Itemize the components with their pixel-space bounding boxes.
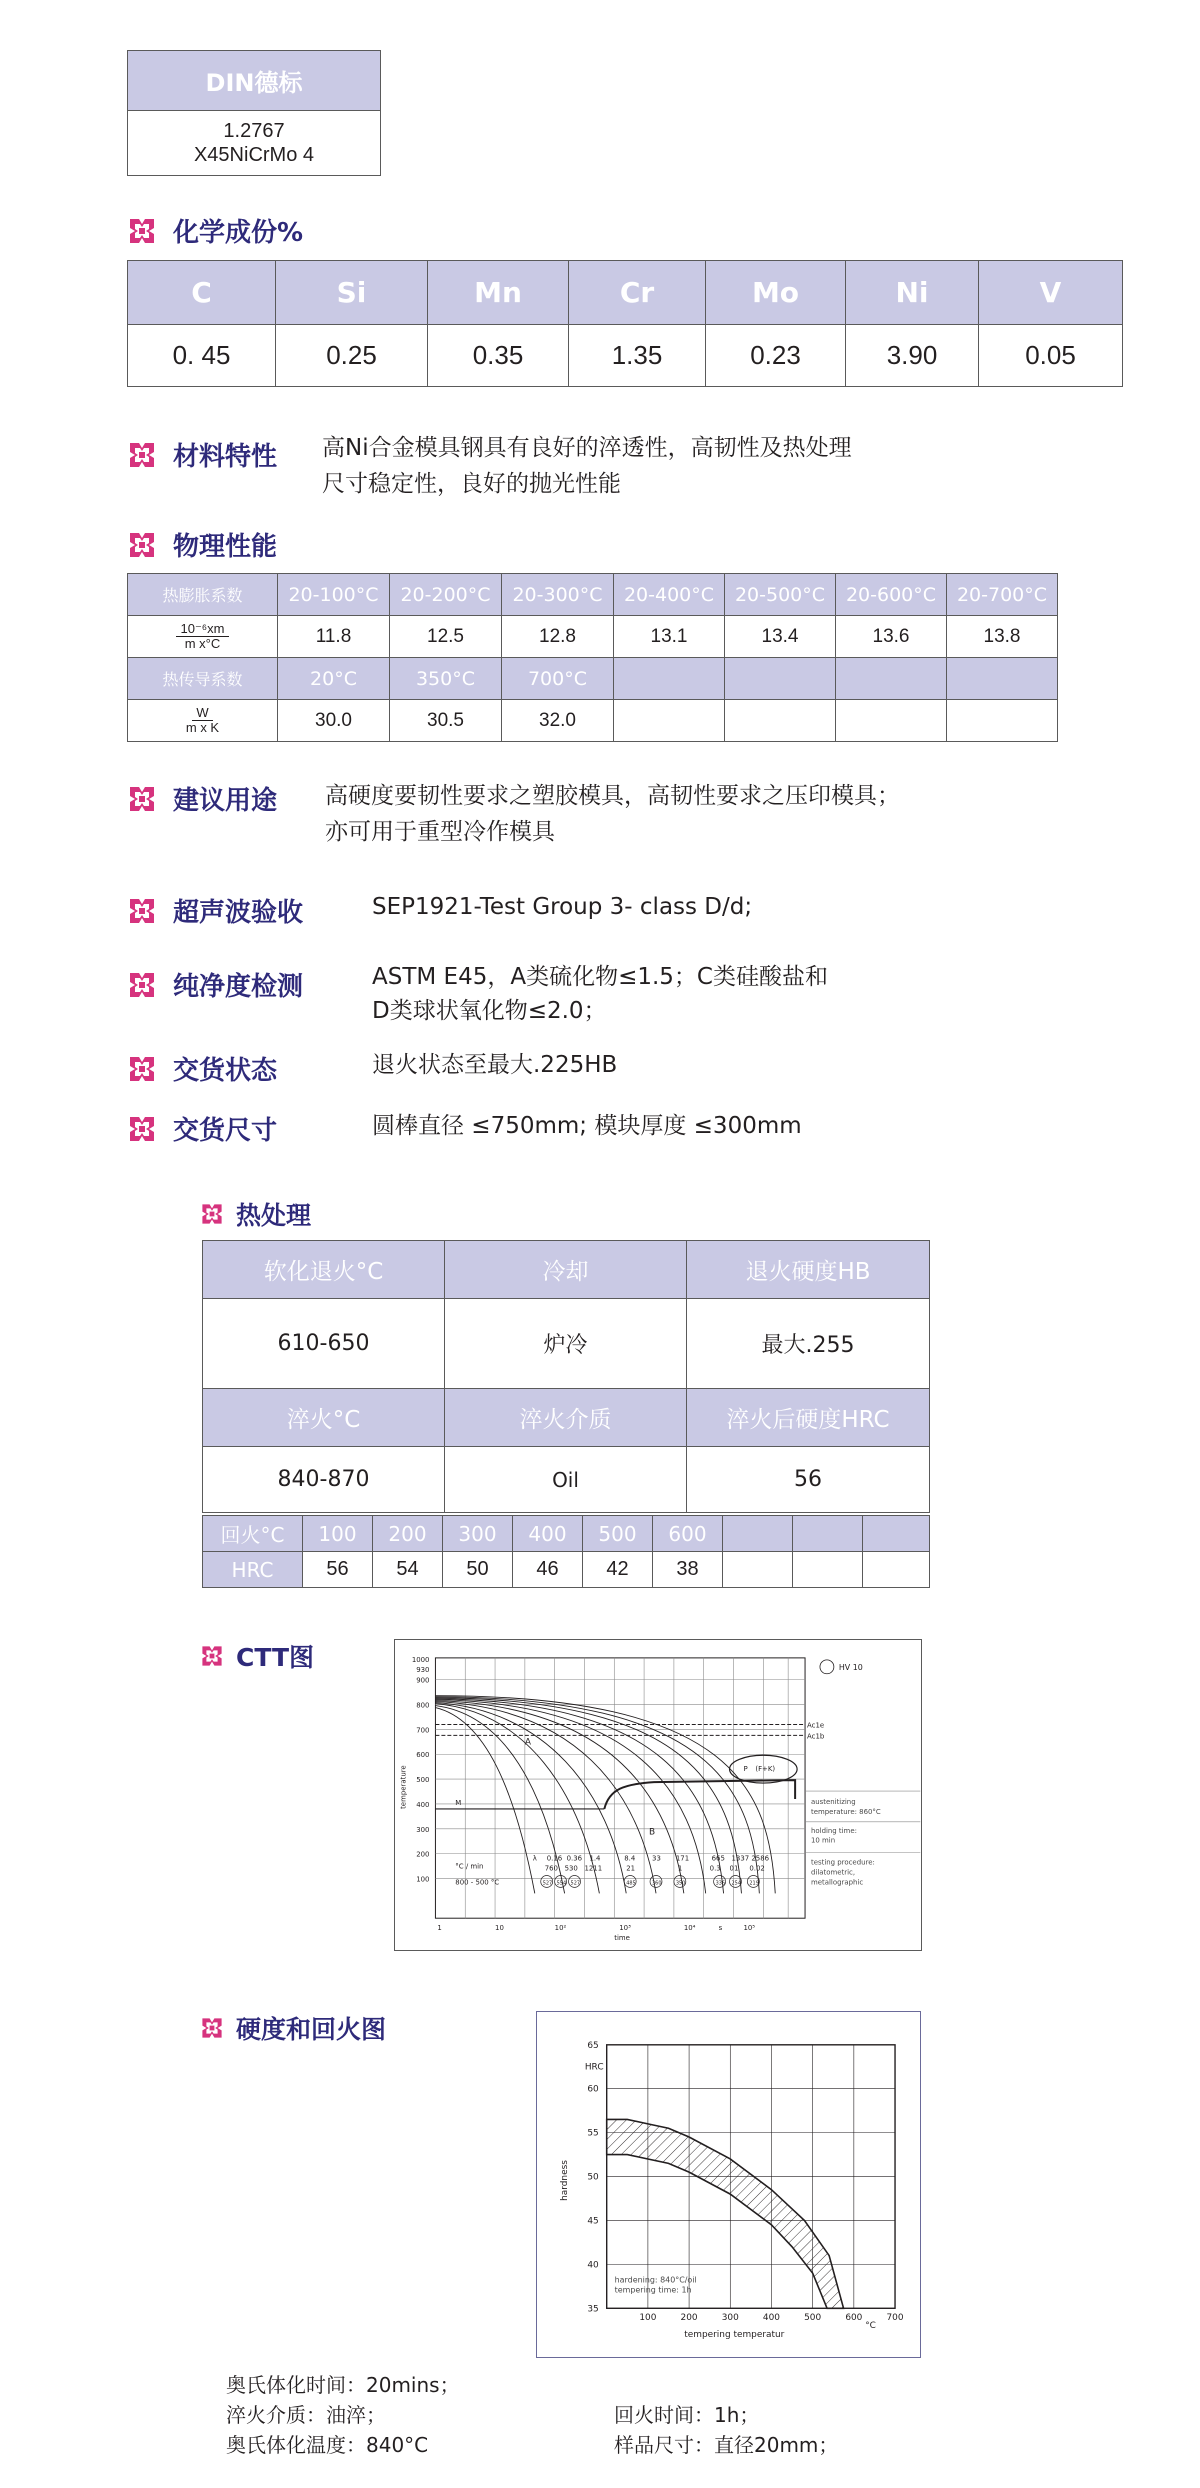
- element-value: 3.90: [846, 325, 979, 387]
- y-tick: 35: [587, 2304, 599, 2315]
- rate-label: 530: [564, 1864, 578, 1873]
- x-tick: 10: [495, 1924, 504, 1933]
- conductivity-label: 热传导系数: [128, 658, 278, 700]
- x-tick: 10⁵: [743, 1924, 756, 1933]
- heat-value: Oil: [445, 1447, 687, 1513]
- y-tick: 400: [416, 1800, 430, 1809]
- legend-marker: [820, 1660, 834, 1674]
- heat-header: 淬火后硬度HRC: [687, 1389, 930, 1447]
- y-tick: 55: [587, 2128, 599, 2139]
- x-marker-icon: [127, 896, 157, 926]
- temper-hrc: 38: [653, 1552, 723, 1588]
- note-line: hardening: 840°C/oil: [614, 2275, 697, 2285]
- heat-value: 610-650: [203, 1299, 445, 1389]
- hv-value: 527: [542, 1880, 553, 1887]
- properties-text: [322, 430, 852, 502]
- x-marker-icon: [127, 1114, 157, 1144]
- footer-line: 回火时间：1h；: [614, 2403, 760, 2427]
- y-tick: 45: [587, 2216, 599, 2227]
- empty-cell: [793, 1552, 863, 1588]
- x-tick: 100: [639, 2313, 657, 2324]
- table-row: [203, 1241, 930, 1299]
- x-tick: 10²: [554, 1924, 567, 1933]
- legend-label: HV 10: [838, 1662, 863, 1672]
- phase-label: (F+K): [755, 1765, 776, 1774]
- empty-cell: [614, 700, 725, 742]
- x-axis-label: time: [614, 1934, 630, 1943]
- temper-hrc: 46: [513, 1552, 583, 1588]
- note-line: testing procedure:: [811, 1858, 875, 1867]
- heat-value: 840-870: [203, 1447, 445, 1513]
- empty-cell: [614, 658, 725, 700]
- expansion-value: 13.4: [725, 616, 836, 658]
- table-row: [203, 1299, 930, 1389]
- temper-temp: 100: [303, 1516, 373, 1552]
- expansion-value: 13.8: [947, 616, 1058, 658]
- ctt-notes: [811, 1798, 881, 1886]
- section-heat-treatment: [200, 1196, 311, 1232]
- empty-cell: [836, 700, 947, 742]
- y-tick: 1000: [411, 1655, 430, 1664]
- hv-value: 485: [626, 1880, 636, 1887]
- temper-hrc-label: HRC: [203, 1552, 303, 1588]
- empty-cell: [793, 1516, 863, 1552]
- empty-cell: [947, 700, 1058, 742]
- x-marker-icon: [200, 2016, 224, 2040]
- heat-value: 炉冷: [445, 1299, 687, 1389]
- element-header: Mn: [428, 261, 569, 325]
- temp-header: 20-600°C: [836, 574, 947, 616]
- y-tick: 500: [416, 1776, 430, 1785]
- x-tick: 10³: [619, 1924, 631, 1933]
- physical-table: [127, 573, 1058, 742]
- y-ticks: [587, 2041, 599, 2314]
- note-line: metallographic: [811, 1878, 864, 1887]
- y-tick: 200: [416, 1850, 430, 1859]
- hv-value: 360: [652, 1880, 662, 1887]
- x-marker-icon: [127, 1054, 157, 1084]
- din-title: DIN德标: [128, 51, 380, 111]
- section-title: 交货尺寸: [173, 1116, 278, 1146]
- text-line: D类球状氧化物≤2.0；: [372, 998, 607, 1024]
- text-line: 尺寸稳定性，良好的抛光性能: [322, 471, 621, 497]
- table-row: [128, 700, 1058, 742]
- rate-label: 1337: [731, 1854, 750, 1863]
- empty-cell: [863, 1516, 930, 1552]
- element-header: Ni: [846, 261, 979, 325]
- x-axis-label: tempering temperatur: [684, 2330, 785, 2341]
- rate-label: 0.16: [546, 1854, 563, 1863]
- section-ultrasonic: [127, 892, 303, 929]
- expansion-value: 13.6: [836, 616, 947, 658]
- rate-label: 1.4: [589, 1854, 601, 1863]
- footer-right: [614, 2400, 838, 2460]
- rate-label: 33: [652, 1854, 661, 1863]
- hv-value: 350: [675, 1880, 686, 1887]
- y-axis-label: hardness: [559, 2160, 570, 2201]
- hv-value: 336: [715, 1880, 726, 1887]
- section-delivery-size: [127, 1110, 277, 1147]
- element-value: 0.05: [979, 325, 1123, 387]
- text-line: 亦可用于重型冷作模具: [325, 819, 555, 845]
- expansion-value: 12.8: [502, 616, 614, 658]
- x-ticks: [639, 2313, 904, 2323]
- note-line: temperature: 860°C: [811, 1807, 881, 1816]
- line-label: 800 - 500 °C: [455, 1878, 500, 1887]
- table-row: [128, 658, 1058, 700]
- section-title: CTT图: [236, 1643, 315, 1672]
- temp-header: 20°C: [278, 658, 390, 700]
- x-marker-icon: [200, 1202, 224, 1226]
- empty-cell: [947, 658, 1058, 700]
- unit-denominator: m x K: [185, 720, 220, 735]
- conductivity-unit: [128, 700, 278, 742]
- element-value: 0. 45: [128, 325, 276, 387]
- section-title: 交货状态: [173, 1056, 278, 1086]
- footer-line: 奥氏体化时间：20mins；: [226, 2373, 460, 2397]
- x-tick: 1: [437, 1924, 442, 1933]
- x-marker-icon: [127, 440, 157, 470]
- expansion-unit: [128, 616, 278, 658]
- phase-label: Ac1b: [807, 1732, 825, 1741]
- heat-value: 最大.255: [687, 1299, 930, 1389]
- y-tick: 40: [587, 2260, 599, 2271]
- temp-header: 20-700°C: [947, 574, 1058, 616]
- phase-label: A: [524, 1737, 531, 1748]
- unit-denominator: m x°C: [184, 636, 221, 651]
- rate-label: λ: [532, 1854, 537, 1863]
- heat-header: 淬火介质: [445, 1389, 687, 1447]
- empty-cell: [725, 700, 836, 742]
- note-line: tempering time: 1h: [614, 2285, 692, 2295]
- expansion-label: 热膨胀系数: [128, 574, 278, 616]
- note-line: dilatometric,: [811, 1868, 856, 1877]
- temper-hrc: 50: [443, 1552, 513, 1588]
- text-line: 高Ni合金模具钢具有良好的淬透性，高韧性及热处理: [322, 435, 852, 461]
- section-title: 热处理: [236, 1201, 312, 1230]
- temper-temp: 200: [373, 1516, 443, 1552]
- footer-line: 淬火介质：油淬；: [226, 2403, 386, 2427]
- section-title: 材料特性: [173, 442, 278, 472]
- element-header: Mo: [706, 261, 846, 325]
- temp-header: 20-500°C: [725, 574, 836, 616]
- section-title: 硬度和回火图: [236, 2015, 387, 2044]
- unit-numerator: W: [192, 706, 212, 721]
- temper-hrc: 42: [583, 1552, 653, 1588]
- conductivity-value: 32.0: [502, 700, 614, 742]
- y-tick: 65: [587, 2040, 599, 2051]
- section-physical: [127, 526, 277, 563]
- temper-hrc: 56: [303, 1552, 373, 1588]
- empty-cell: [863, 1552, 930, 1588]
- x-tick: 10⁴: [683, 1924, 696, 1933]
- din-grade-name: X45NiCrMo 4: [193, 144, 315, 166]
- temper-temp: 400: [513, 1516, 583, 1552]
- section-title: 化学成份%: [173, 218, 304, 248]
- x-marker-icon: [127, 530, 157, 560]
- note-line: holding time:: [811, 1826, 857, 1835]
- ctt-chart: [394, 1639, 922, 1951]
- phase-label: B: [649, 1827, 656, 1838]
- rate-label: 665: [711, 1854, 725, 1863]
- temp-header: 20-200°C: [390, 574, 502, 616]
- x-tick: 400: [762, 2313, 780, 2324]
- hv-value: 254: [731, 1880, 741, 1887]
- x-tick: 500: [804, 2313, 822, 2324]
- element-value: 1.35: [569, 325, 706, 387]
- section-chemical: [127, 212, 303, 249]
- section-title: 纯净度检测: [173, 972, 304, 1002]
- section-purity: [127, 966, 303, 1003]
- table-row: [128, 616, 1058, 658]
- rate-label: 8.4: [624, 1854, 636, 1863]
- footer-line: 样品尺寸：直径20mm；: [614, 2433, 839, 2457]
- ultrasonic-text: SEP1921-Test Group 3- class D/d;: [372, 894, 753, 920]
- section-tempering: [200, 2010, 386, 2046]
- hv-value: 219: [749, 1880, 759, 1887]
- rate-label: 1211: [584, 1864, 603, 1873]
- din-grade-number: 1.2767: [223, 120, 285, 142]
- element-value: 0.35: [428, 325, 569, 387]
- hv-value: 554: [556, 1880, 567, 1887]
- empty-cell: [725, 658, 836, 700]
- rate-label: 0.36: [566, 1854, 583, 1863]
- y-tick: 700: [416, 1726, 430, 1735]
- temper-temp: 300: [443, 1516, 513, 1552]
- x-tick: s: [718, 1924, 723, 1933]
- x-marker-icon: [127, 970, 157, 1000]
- temp-header: 700°C: [502, 658, 614, 700]
- x-marker-icon: [127, 784, 157, 814]
- chemical-table: [127, 260, 1123, 387]
- tempering-chart: [536, 2011, 921, 2358]
- x-tick: 300: [721, 2313, 739, 2324]
- cooling-curves: [435, 1696, 775, 1894]
- y-tick: 900: [416, 1676, 430, 1685]
- y-tick: 600: [416, 1751, 430, 1760]
- section-delivery-state: [127, 1050, 277, 1087]
- delivery-size-text: 圆棒直径 ≤750mm; 模块厚度 ≤300mm: [372, 1113, 802, 1139]
- rate-label: 01: [729, 1864, 739, 1873]
- x-tick: 600: [845, 2313, 863, 2324]
- heat-header: 退火硬度HB: [687, 1241, 930, 1299]
- circled-hardness: [541, 1875, 760, 1887]
- din-box: [127, 50, 381, 176]
- y-tick: 300: [416, 1825, 430, 1834]
- temp-header: 20-100°C: [278, 574, 390, 616]
- element-header: C: [128, 261, 276, 325]
- din-grade: [128, 111, 380, 175]
- tempering-table: [202, 1515, 930, 1588]
- empty-cell: [723, 1552, 793, 1588]
- phase-label: P: [743, 1765, 748, 1774]
- section-title: 超声波验收: [173, 898, 304, 928]
- x-unit-label: °C: [865, 2321, 876, 2332]
- conductivity-value: 30.0: [278, 700, 390, 742]
- usage-text: [325, 778, 900, 850]
- y-tick: 100: [416, 1875, 430, 1884]
- element-header: V: [979, 261, 1123, 325]
- temper-temp-label: 回火°C: [203, 1516, 303, 1552]
- heat-header: 软化退火°C: [203, 1241, 445, 1299]
- table-row: [128, 574, 1058, 616]
- element-header: Si: [276, 261, 428, 325]
- element-value: 0.23: [706, 325, 846, 387]
- heat-value: 56: [687, 1447, 930, 1513]
- note-line: 10 min: [811, 1836, 836, 1845]
- expansion-value: 11.8: [278, 616, 390, 658]
- rate-label: 21: [626, 1864, 636, 1873]
- table-row: [128, 325, 1123, 387]
- y-tick: 930: [416, 1665, 430, 1674]
- conductivity-value: 30.5: [390, 700, 502, 742]
- rate-label: 760: [544, 1864, 558, 1873]
- rate-label: 0.3: [709, 1864, 721, 1873]
- purity-text: [372, 960, 828, 1028]
- hv-value: 527: [570, 1880, 581, 1887]
- footer-left: [226, 2370, 460, 2460]
- section-ctt: [200, 1638, 314, 1674]
- section-title: 物理性能: [173, 532, 278, 562]
- empty-cell: [836, 658, 947, 700]
- empty-cell: [723, 1516, 793, 1552]
- y-tick: 60: [587, 2084, 599, 2095]
- heat-treatment-table: [202, 1240, 930, 1513]
- section-title: 建议用途: [173, 786, 278, 816]
- table-row: [203, 1389, 930, 1447]
- element-header: Cr: [569, 261, 706, 325]
- table-row: [128, 261, 1123, 325]
- y-axis-label: temperature: [399, 1765, 408, 1809]
- heat-header: 淬火°C: [203, 1389, 445, 1447]
- rate-label: 0.02: [749, 1864, 765, 1873]
- text-line: ASTM E45，A类硫化物≤1.5；C类硅酸盐和: [372, 964, 828, 990]
- expansion-value: 13.1: [614, 616, 725, 658]
- note-line: austenitizing: [811, 1797, 856, 1806]
- x-marker-icon: [200, 1644, 224, 1668]
- unit-numerator: 10⁻⁶xm: [176, 622, 228, 637]
- temp-header: 20-300°C: [502, 574, 614, 616]
- table-row: [203, 1447, 930, 1513]
- temp-header: 20-400°C: [614, 574, 725, 616]
- table-row: [203, 1552, 930, 1588]
- rate-label: 171: [675, 1854, 690, 1863]
- heat-header: 冷却: [445, 1241, 687, 1299]
- temper-hrc: 54: [373, 1552, 443, 1588]
- y-tick: 800: [416, 1701, 430, 1710]
- phase-label: M: [455, 1798, 462, 1807]
- delivery-state-text: 退火状态至最大.225HB: [372, 1052, 618, 1078]
- expansion-value: 12.5: [390, 616, 502, 658]
- rate-label: 2586: [751, 1854, 770, 1863]
- x-tick: 200: [680, 2313, 698, 2324]
- element-value: 0.25: [276, 325, 428, 387]
- temper-temp: 500: [583, 1516, 653, 1552]
- rate-unit-label: °C / min: [455, 1862, 484, 1871]
- footer-line: 奥氏体化温度：840°C: [226, 2433, 429, 2457]
- phase-label: Ac1e: [807, 1721, 825, 1730]
- section-usage: [127, 780, 277, 817]
- table-row: [203, 1516, 930, 1552]
- y-unit-label: HRC: [584, 2062, 604, 2073]
- temper-temp: 600: [653, 1516, 723, 1552]
- x-marker-icon: [127, 216, 157, 246]
- x-tick: 700: [886, 2313, 904, 2324]
- temp-header: 350°C: [390, 658, 502, 700]
- section-properties: [127, 436, 277, 473]
- text-line: 高硬度要韧性要求之塑胶模具，高韧性要求之压印模具；: [325, 783, 900, 809]
- y-tick: 50: [587, 2172, 599, 2183]
- rate-label: 1: [677, 1864, 683, 1873]
